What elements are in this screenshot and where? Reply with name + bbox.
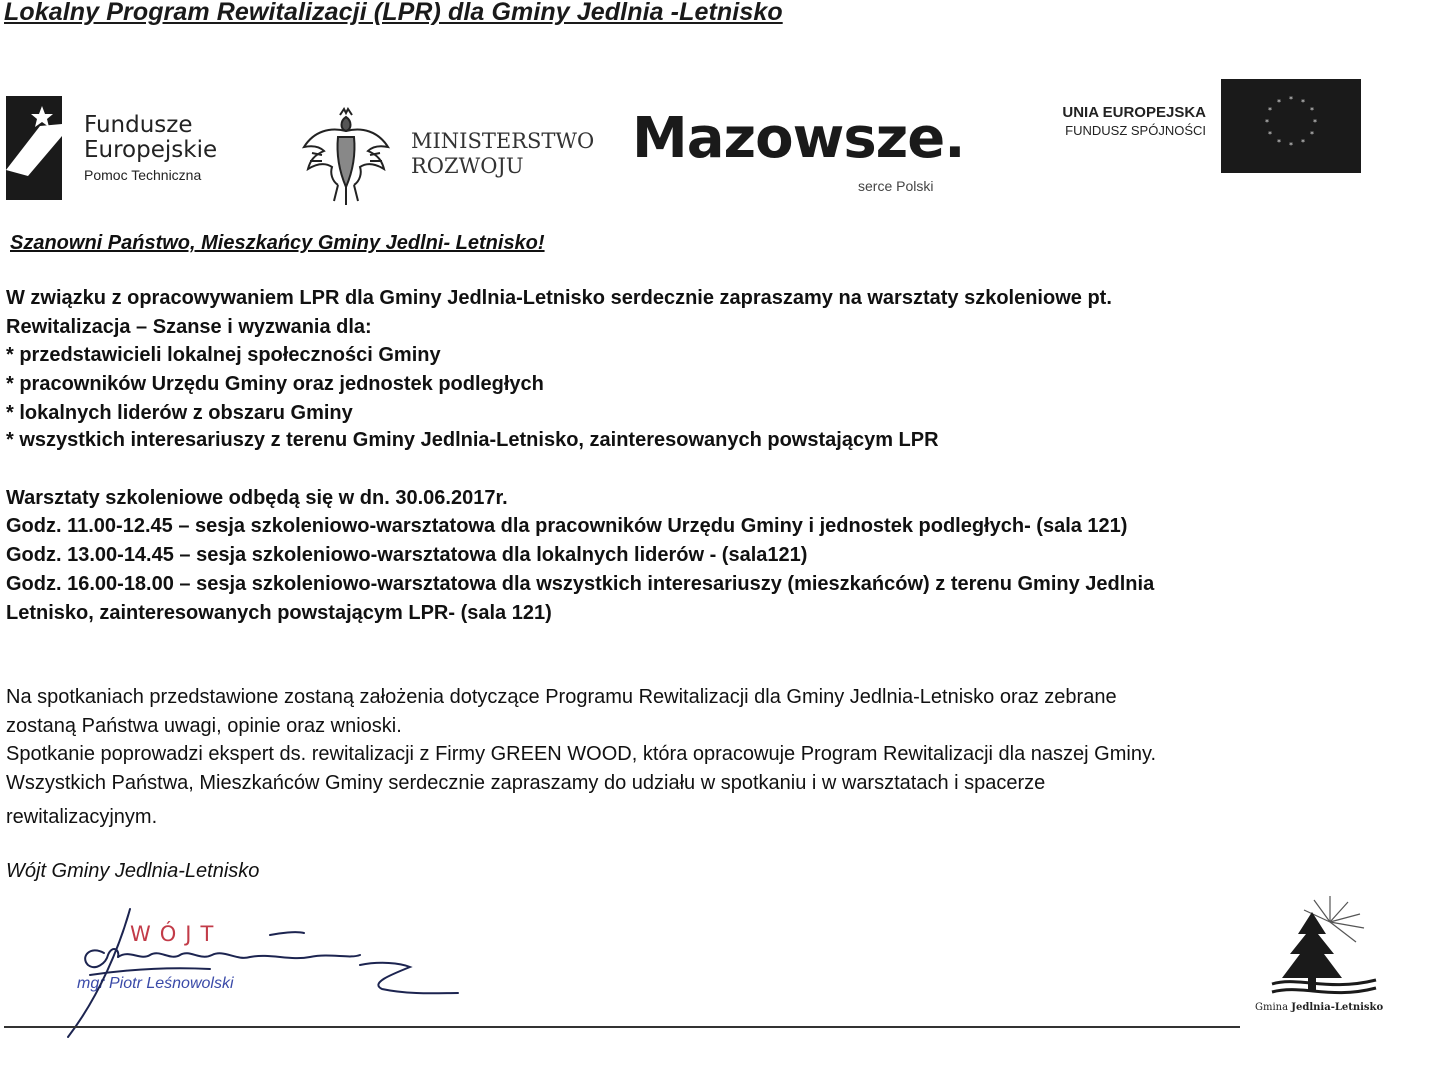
- greeting: Szanowni Państwo, Mieszkańcy Gminy Jedlni- Letnisko!: [10, 232, 545, 254]
- svg-text:*: *: [1277, 138, 1281, 147]
- closing-line: Na spotkaniach przedstawione zostaną założenia dotyczące Programu Rewitalizacji dla Gminy Jedlnia-Letnisko oraz zebrane: [6, 686, 1117, 708]
- fundusz-spojnosci-line: FUNDUSZ SPÓJNOŚCI: [1065, 122, 1206, 138]
- pomoc-techniczna-line: Pomoc Techniczna: [84, 166, 202, 183]
- eagle-emblem-icon: [300, 107, 392, 207]
- svg-text:*: *: [1313, 118, 1317, 127]
- fundusze-europejskie-logo: [6, 96, 62, 200]
- bottom-divider: [4, 1026, 1240, 1028]
- intro-line: Rewitalizacja – Szanse i wyzwania dla:: [6, 316, 372, 338]
- document-title: Lokalny Program Rewitalizacji (LPR) dla Gminy Jedlnia -Letnisko: [4, 0, 783, 26]
- fundusze-line: Fundusze: [84, 112, 193, 138]
- svg-text:*: *: [1310, 106, 1314, 115]
- schedule-session: Godz. 11.00-12.45 – sesja szkoleniowo-warsztatowa dla pracowników Urzędu Gminy i jednostek podległych- (sala 121): [6, 515, 1128, 537]
- europejskie-line: Europejskie: [84, 137, 218, 164]
- audience-item: * lokalnych liderów z obszaru Gminy: [6, 402, 353, 424]
- gmina-prefix: Gmina: [1255, 1002, 1289, 1013]
- rozwoju-line: ROZWOJU: [411, 154, 524, 179]
- audience-item: * przedstawicieli lokalnej społeczności Gminy: [6, 344, 441, 366]
- unia-europejska-line: UNIA EUROPEJSKA: [1062, 104, 1206, 121]
- closing-line: Wszystkich Państwa, Mieszkańców Gminy serdecznie zapraszamy do udziału w spotkaniu i w warsztatach i spacerze: [6, 772, 1046, 794]
- svg-text:*: *: [1301, 98, 1305, 107]
- svg-text:*: *: [1289, 141, 1293, 150]
- schedule-date: Warsztaty szkoleniowe odbędą się w dn. 30.06.2017r.: [6, 487, 508, 509]
- mazowsze-logo: Mazowsze.: [632, 106, 965, 171]
- signatory-role: Wójt Gminy Jedlnia-Letnisko: [6, 860, 260, 882]
- closing-line: zostaną Państwa uwagi, opinie oraz wnioski.: [6, 715, 402, 737]
- svg-text:*: *: [1310, 130, 1314, 139]
- wojt-stamp: WÓJT: [130, 922, 223, 946]
- schedule-session-continued: Letnisko, zainteresowanych powstającym LPR- (sala 121): [6, 602, 552, 624]
- gmina-name: Jedlnia-Letnisko: [1291, 1002, 1384, 1013]
- gmina-logo-caption: [1255, 1002, 1383, 1013]
- schedule-session: Godz. 16.00-18.00 – sesja szkoleniowo-warsztatowa dla wszystkich interesariuszy (mieszkańców) z terenu Gminy Jedlnia: [6, 573, 1155, 595]
- unia-europejska-text: [1014, 104, 1206, 139]
- closing-line: rewitalizacyjnym.: [6, 806, 158, 828]
- schedule-session: Godz. 13.00-14.45 – sesja szkoleniowo-warsztatowa dla lokalnych liderów - (sala121): [6, 544, 808, 566]
- svg-text:*: *: [1301, 138, 1305, 147]
- svg-text:*: *: [1268, 106, 1272, 115]
- ministerstwo-rozwoju-text: [411, 129, 594, 179]
- fundusze-europejskie-text: [84, 113, 217, 183]
- gmina-tree-logo-icon: [1268, 892, 1380, 1000]
- svg-text:*: *: [1289, 95, 1293, 104]
- signatory-name: mgr Piotr Leśnowolski: [77, 975, 234, 992]
- svg-text:*: *: [1268, 130, 1272, 139]
- closing-line: Spotkanie poprowadzi ekspert ds. rewitalizacji z Firmy GREEN WOOD, która opracowuje Program Rewitalizacji dla naszej Gminy.: [6, 743, 1157, 765]
- eu-flag-icon: [1221, 79, 1361, 173]
- audience-item: * wszystkich interesariuszy z terenu Gminy Jedlnia-Letnisko, zainteresowanych powstającym LPR: [6, 429, 939, 451]
- mazowsze-tagline: serce Polski: [858, 178, 934, 194]
- handwritten-signature: [60, 905, 480, 1040]
- ministerstwo-line: MINISTERSTWO: [411, 129, 595, 153]
- audience-item: * pracowników Urzędu Gminy oraz jednostek podległych: [6, 373, 544, 395]
- svg-text:*: *: [1265, 118, 1269, 127]
- intro-line: W związku z opracowywaniem LPR dla Gminy Jedlnia-Letnisko serdecznie zapraszamy na warsztaty szkoleniowe pt.: [6, 287, 1112, 309]
- svg-text:*: *: [1277, 98, 1281, 107]
